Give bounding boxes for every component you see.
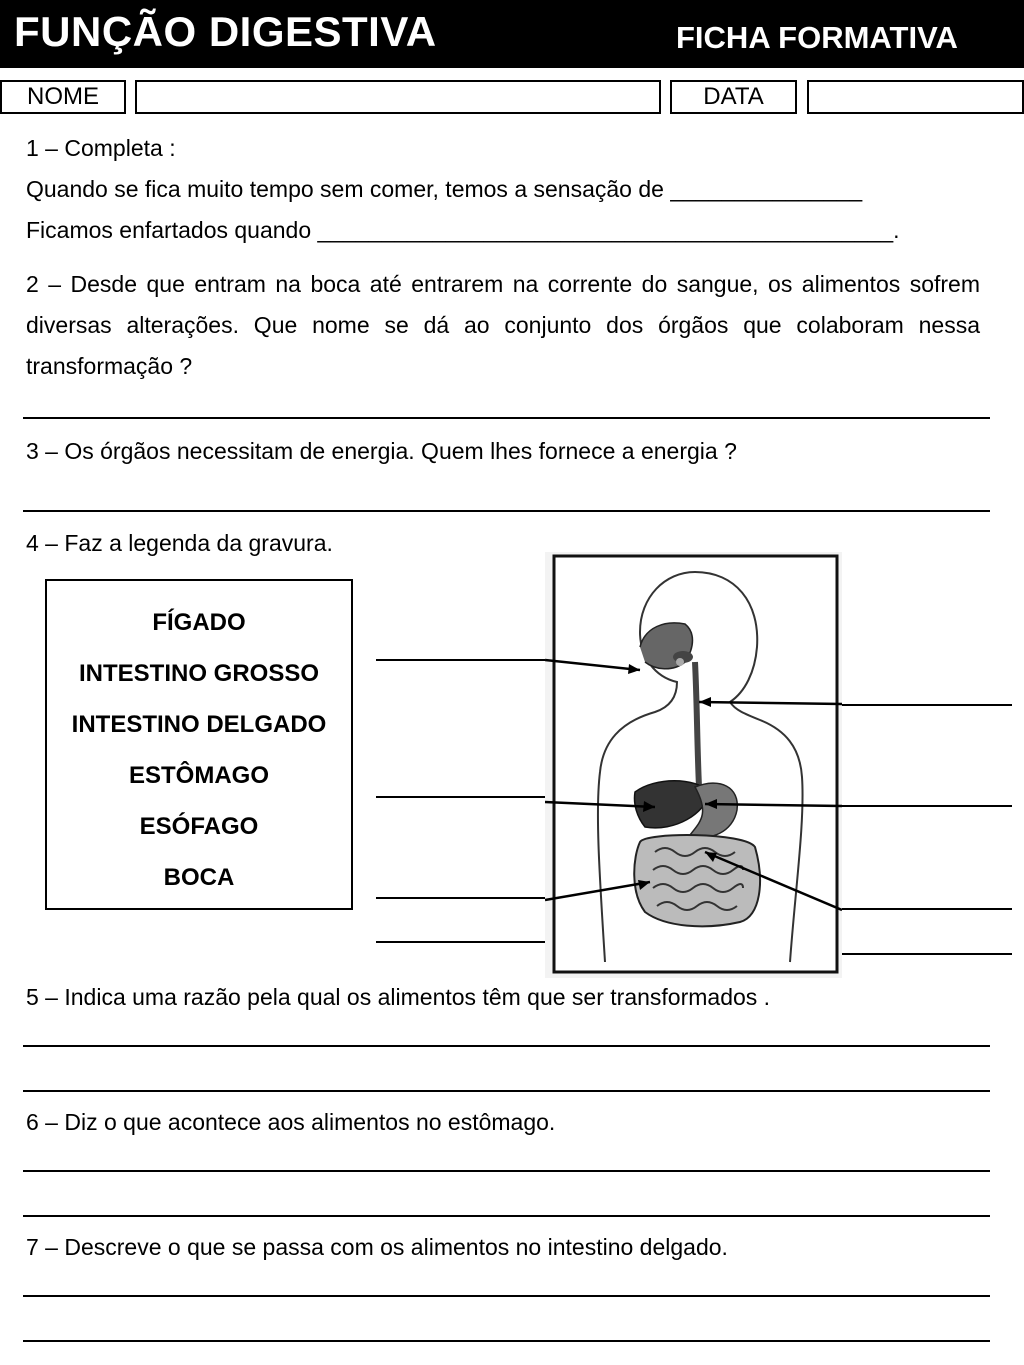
digestive-system-illustration — [545, 552, 842, 978]
q1-line1: Quando se fica muito tempo sem comer, temos a sensação de _______________ — [26, 176, 863, 202]
q6-answer-line-2[interactable] — [23, 1215, 990, 1217]
legend-item: ESTÔMAGO — [128, 762, 269, 789]
label-line-left-4[interactable] — [376, 941, 546, 943]
q1-line2: Ficamos enfartados quando _____________________________________________. — [26, 217, 900, 243]
q6-text: 6 – Diz o que acontece aos alimentos no estômago. — [26, 1109, 556, 1135]
date-label-box — [670, 80, 797, 114]
label-line-right-4[interactable] — [842, 953, 1012, 955]
legend-item: INTESTINO DELGADO — [71, 711, 327, 738]
label-line-left-3[interactable] — [376, 897, 546, 899]
q7-answer-line-2[interactable] — [23, 1340, 990, 1342]
label-line-right-3[interactable] — [842, 908, 1012, 910]
q1-heading: 1 – Completa : — [26, 135, 176, 161]
q6-answer-line-1[interactable] — [23, 1170, 990, 1172]
q4-text: 4 – Faz a legenda da gravura. — [26, 530, 333, 556]
q3-text: 3 – Os órgãos necessitam de energia. Quem lhes fornece a energia ? — [26, 438, 737, 464]
q5-answer-line-2[interactable] — [23, 1090, 990, 1092]
legend-item: ESÓFAGO — [139, 813, 259, 840]
q7-answer-line-1[interactable] — [23, 1295, 990, 1297]
name-label: NOME — [27, 83, 99, 110]
date-field[interactable] — [807, 80, 1024, 114]
legend-item: FÍGADO — [152, 609, 246, 636]
date-label: DATA — [703, 83, 764, 110]
label-line-left-2[interactable] — [376, 796, 546, 798]
label-line-right-2[interactable] — [842, 805, 1012, 807]
name-field[interactable] — [135, 80, 661, 114]
legend-box — [45, 579, 353, 910]
legend-item: BOCA — [163, 864, 235, 891]
q2-text: 2 – Desde que entram na boca até entrarem na corrente do sangue, os alimentos sofrem diversas alterações. Que nome se dá ao conjunto dos órgãos que colaboram nessa transformação ? — [26, 271, 980, 379]
page-subtitle: FICHA FORMATIVA — [676, 20, 958, 55]
name-label-box — [0, 80, 126, 114]
q5-answer-line-1[interactable] — [23, 1045, 990, 1047]
label-line-left-1[interactable] — [376, 659, 546, 661]
q5-text: 5 – Indica uma razão pela qual os alimentos têm que ser transformados . — [26, 984, 771, 1010]
label-line-right-1[interactable] — [842, 704, 1012, 706]
q7-text: 7 – Descreve o que se passa com os alimentos no intestino delgado. — [26, 1234, 728, 1260]
q2-answer-line[interactable] — [23, 417, 990, 419]
legend-item: INTESTINO GROSSO — [78, 660, 320, 687]
page-title: FUNÇÃO DIGESTIVA — [14, 8, 437, 55]
q3-answer-line[interactable] — [23, 510, 990, 512]
header-bar — [0, 0, 1024, 68]
